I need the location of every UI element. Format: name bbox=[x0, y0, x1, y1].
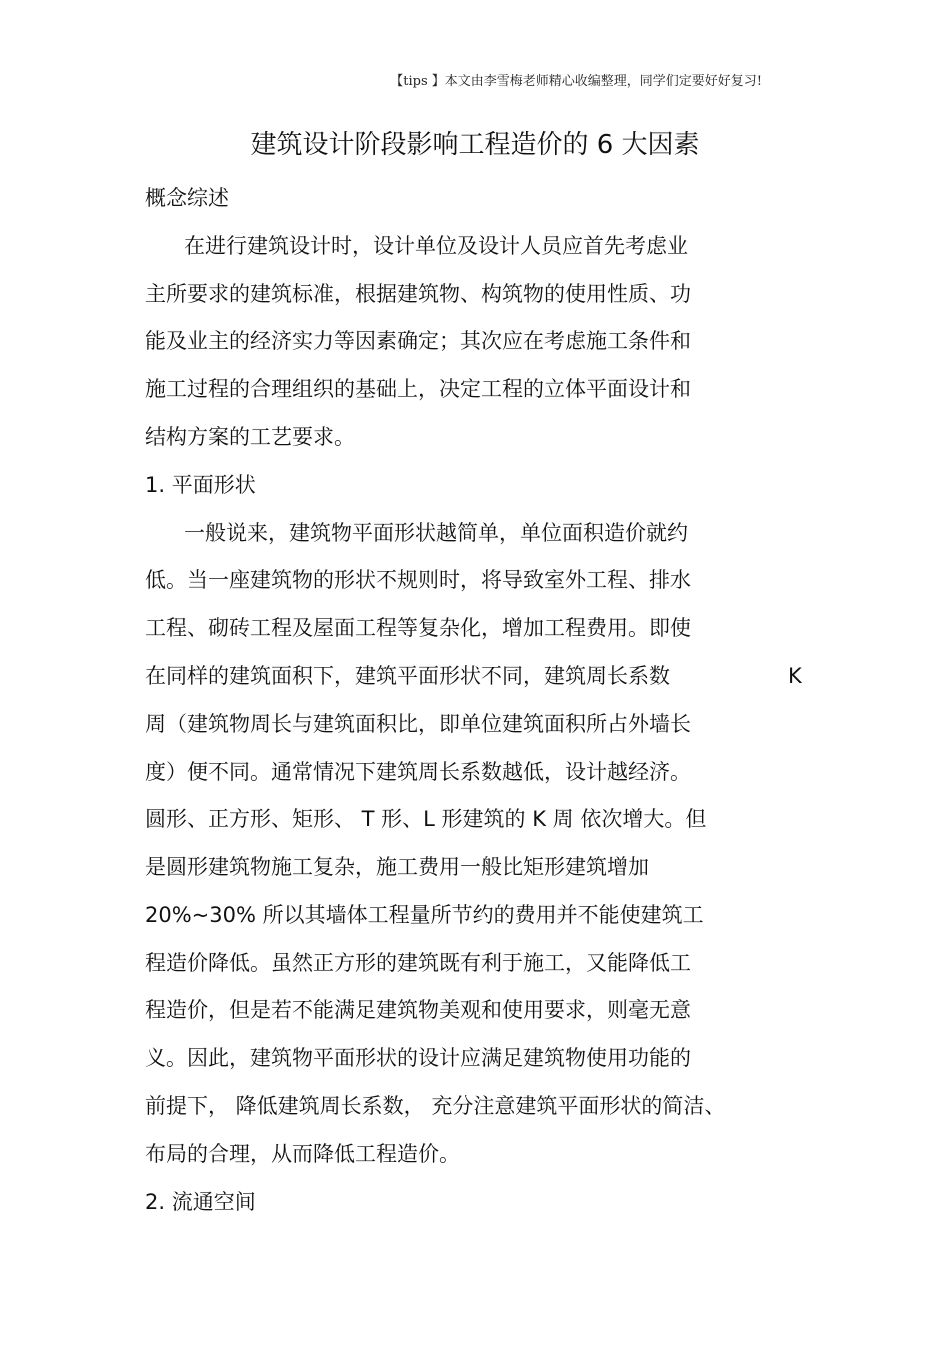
k-symbol: K bbox=[788, 664, 802, 688]
paragraph-line: 圆形、正方形、矩形、 T 形、L 形建筑的 K 周 依次增大。但 bbox=[145, 807, 707, 831]
paragraph-line: 程造价，但是若不能满足建筑物美观和使用要求，则毫无意 bbox=[145, 998, 691, 1022]
paragraph-line: 义。因此，建筑物平面形状的设计应满足建筑物使用功能的 bbox=[145, 1046, 691, 1070]
paragraph-line: 一般说来，建筑物平面形状越简单，单位面积造价就约 bbox=[184, 521, 688, 545]
paragraph-line: 前提下， 降低建筑周长系数， 充分注意建筑平面形状的简洁、 bbox=[145, 1094, 726, 1118]
section-heading-1: 1. 平面形状 bbox=[145, 473, 256, 497]
paragraph-line: 结构方案的工艺要求。 bbox=[145, 425, 355, 449]
paragraph-line: 周（建筑物周长与建筑面积比，即单位建筑面积所占外墙长 bbox=[145, 712, 691, 736]
paragraph-line: 主所要求的建筑标准，根据建筑物、构筑物的使用性质、功 bbox=[145, 282, 691, 306]
section-heading-2: 2. 流通空间 bbox=[145, 1190, 256, 1214]
paragraph-line: 20%~30% 所以其墙体工程量所节约的费用并不能使建筑工 bbox=[145, 903, 704, 927]
paragraph-line: 工程、砌砖工程及屋面工程等复杂化，增加工程费用。即使 bbox=[145, 616, 691, 640]
paragraph-line: 在同样的建筑面积下，建筑平面形状不同，建筑周长系数 bbox=[145, 664, 670, 688]
paragraph-line: 施工过程的合理组织的基础上，决定工程的立体平面设计和 bbox=[145, 377, 691, 401]
paragraph-line: 度）便不同。通常情况下建筑周长系数越低，设计越经济。 bbox=[145, 760, 691, 784]
header-tip: 【tips 】本文由李雪梅老师精心收编整理，同学们定要好好复习! bbox=[390, 74, 762, 89]
paragraph-line: 程造价降低。虽然正方形的建筑既有利于施工，又能降低工 bbox=[145, 951, 691, 975]
paragraph-line: 是圆形建筑物施工复杂，施工费用一般比矩形建筑增加 bbox=[145, 855, 649, 879]
paragraph-line: 在进行建筑设计时，设计单位及设计人员应首先考虑业 bbox=[184, 234, 688, 258]
paragraph-line: 低。当一座建筑物的形状不规则时，将导致室外工程、排水 bbox=[145, 568, 691, 592]
page-title: 建筑设计阶段影响工程造价的 6 大因素 bbox=[250, 130, 700, 160]
paragraph-line: 能及业主的经济实力等因素确定；其次应在考虑施工条件和 bbox=[145, 329, 691, 353]
paragraph-line: 布局的合理，从而降低工程造价。 bbox=[145, 1142, 460, 1166]
section-heading-overview: 概念综述 bbox=[145, 186, 229, 210]
